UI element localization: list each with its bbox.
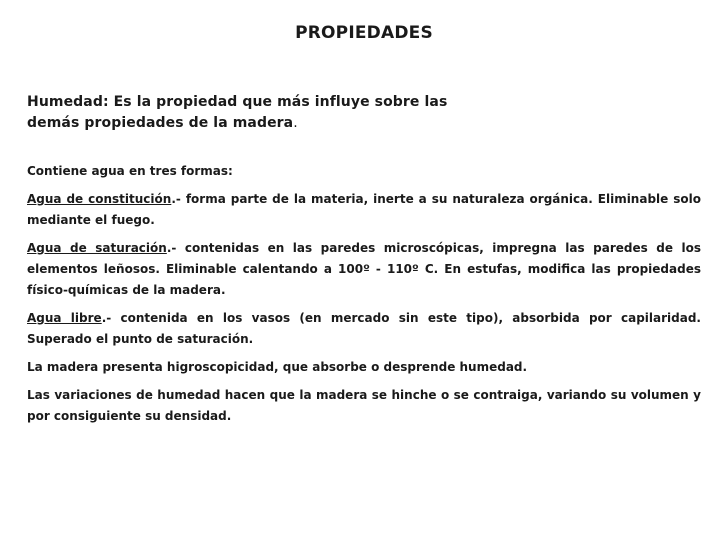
term-agua-libre: Agua libre [27,311,102,325]
paragraph-saturation-water [27,238,701,301]
intro-text: Humedad: Es la propiedad que más influye sobre las demás propiedades de la madera [27,94,448,131]
paragraph-free-water [27,308,701,350]
definition-agua-libre: .- contenida en los vasos (en mercado sin este tipo), absorbida por capilaridad. Superado el punto de saturación. [27,311,701,346]
paragraph-constitution-water [27,189,701,231]
paragraph-water-forms: Contiene agua en tres formas: [27,164,233,178]
definition-agua-de-saturacion: .- contenidas en las paredes microscópicas, impregna las paredes de los elementos leñosos. Eliminable calentando a 100º - 110º C. En estufas, modifica las propiedades físico-químicas de la madera. [27,241,701,297]
slide-title: PROPIEDADES [295,23,433,43]
definition-agua-de-constitucion: .- forma parte de la materia, inerte a su naturaleza orgánica. Eliminable solo mediante el fuego. [27,192,701,227]
term-agua-de-saturacion: Agua de saturación [27,241,167,255]
term-agua-de-constitucion: Agua de constitución [27,192,172,206]
paragraph-humidity-variations: Las variaciones de humedad hacen que la madera se hinche o se contraiga, variando su volumen y por consiguiente su densidad. [27,388,701,423]
paragraph-hygroscopicity: La madera presenta higroscopicidad, que absorbe o desprende humedad. [27,360,528,374]
intro-heading [27,92,487,134]
intro-end-period: . [293,115,298,131]
body-text [27,161,701,434]
